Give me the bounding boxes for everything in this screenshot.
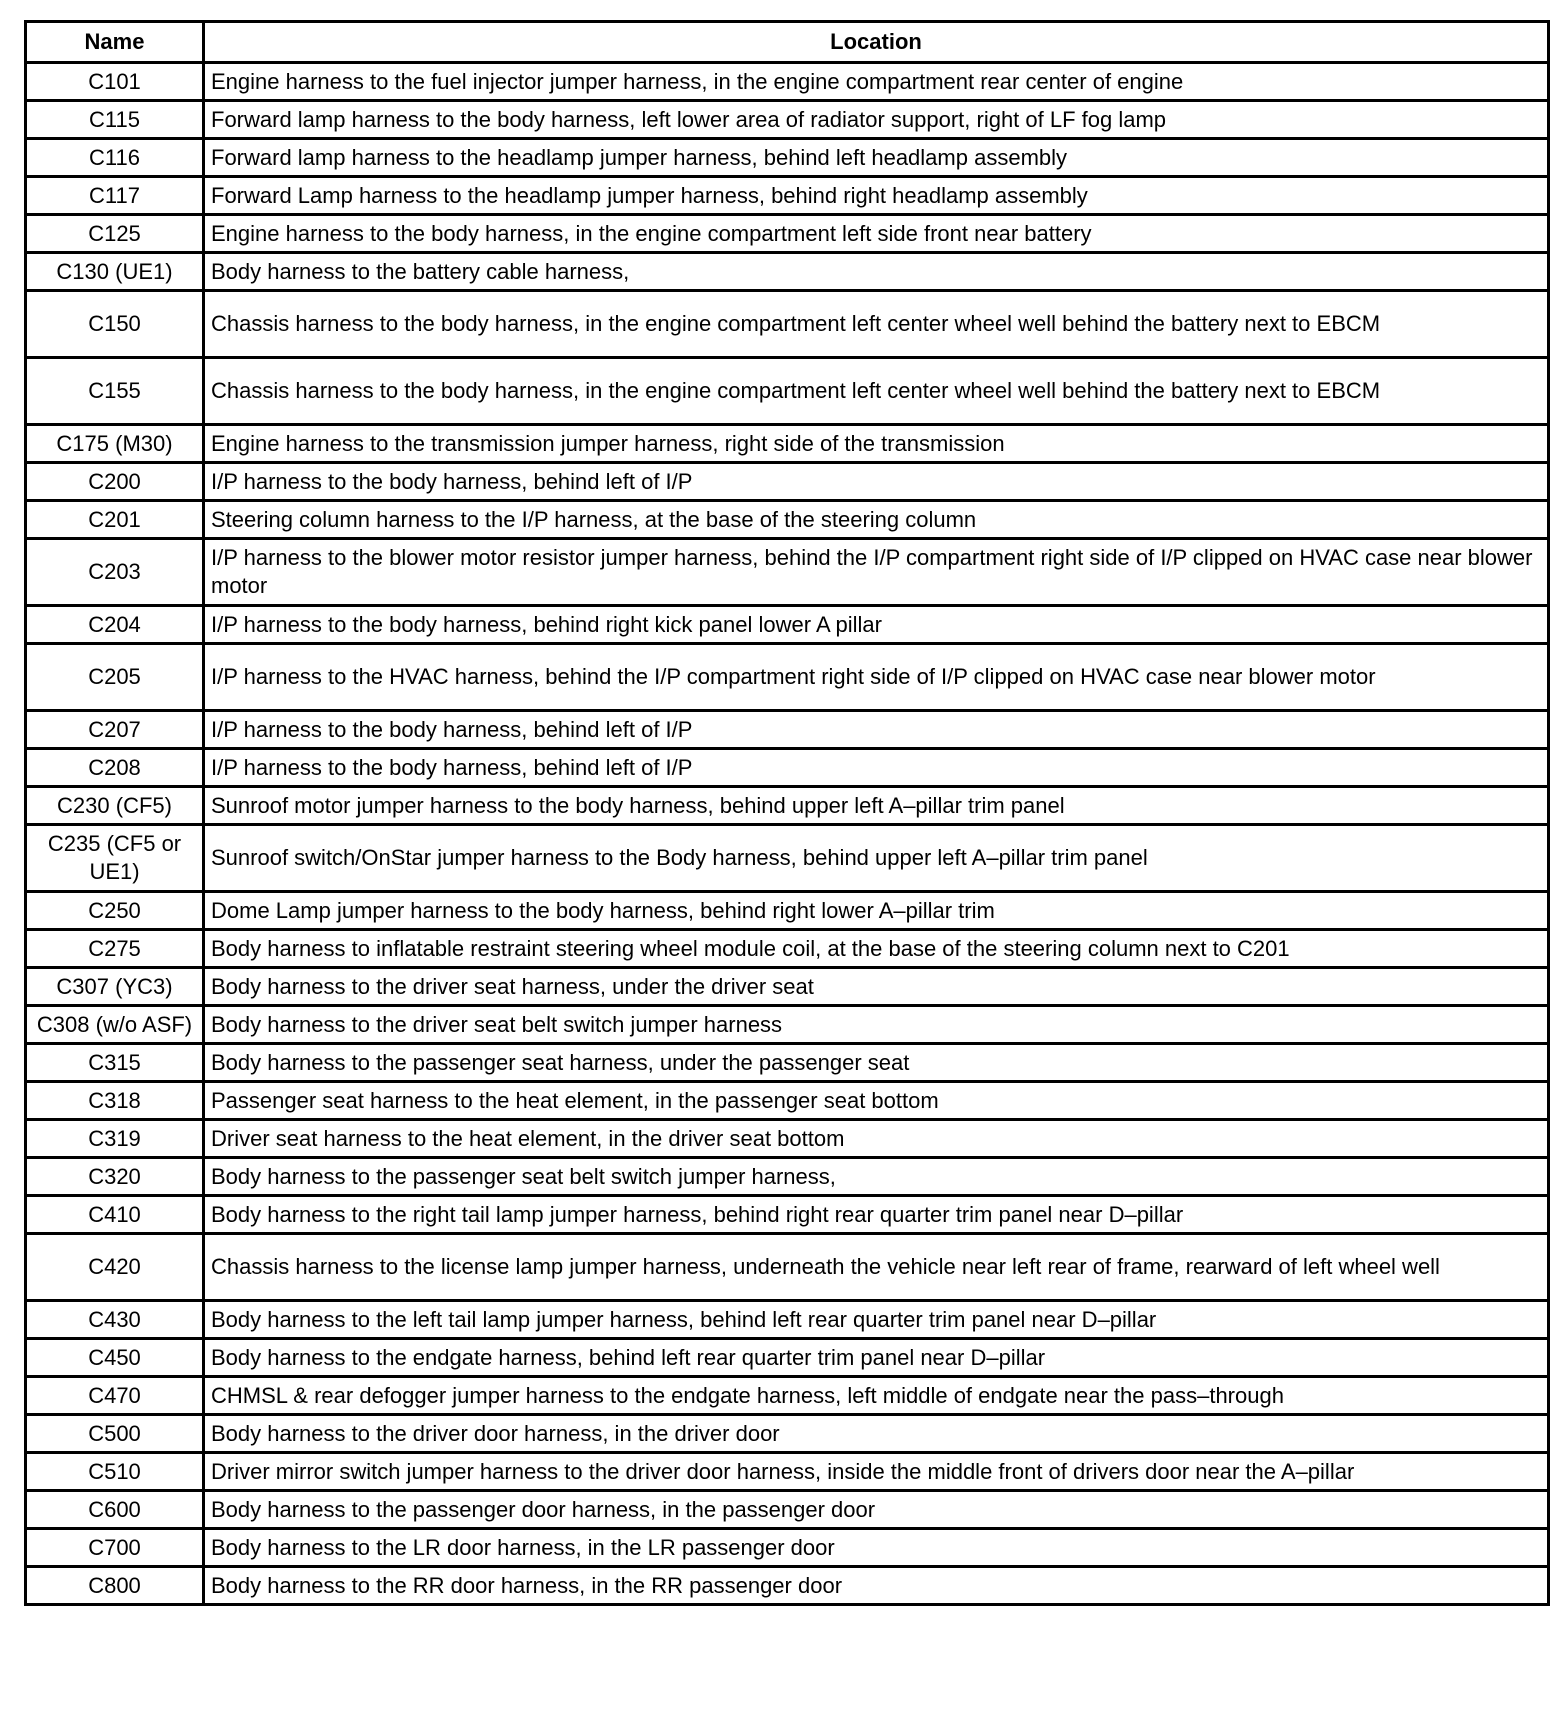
connector-name-cell: C315 <box>26 1044 204 1082</box>
connector-location-cell: Body harness to the endgate harness, behind left rear quarter trim panel near D–pillar <box>204 1339 1549 1377</box>
table-row <box>26 1234 1549 1301</box>
connector-location-cell: Body harness to inflatable restraint steering wheel module coil, at the base of the steering column next to C201 <box>204 930 1549 968</box>
connector-name-cell: C230 (CF5) <box>26 787 204 825</box>
connector-location-cell: Body harness to the battery cable harness, <box>204 253 1549 291</box>
table-row <box>26 930 1549 968</box>
table-row <box>26 358 1549 425</box>
connector-location-cell: Body harness to the driver seat harness, under the driver seat <box>204 968 1549 1006</box>
connector-location-cell: Body harness to the passenger seat belt switch jumper harness, <box>204 1158 1549 1196</box>
connector-name-cell: C201 <box>26 501 204 539</box>
table-row <box>26 215 1549 253</box>
connector-name-cell: C101 <box>26 63 204 101</box>
connector-location-cell: Body harness to the right tail lamp jumper harness, behind right rear quarter trim panel near D–pillar <box>204 1196 1549 1234</box>
connector-name-cell: C203 <box>26 539 204 606</box>
table-row <box>26 1529 1549 1567</box>
connector-name-cell: C200 <box>26 463 204 501</box>
connector-name-cell: C450 <box>26 1339 204 1377</box>
connector-location-cell: Engine harness to the transmission jumper harness, right side of the transmission <box>204 425 1549 463</box>
connector-name-cell: C420 <box>26 1234 204 1301</box>
connector-name-cell: C150 <box>26 291 204 358</box>
connector-location-cell: Engine harness to the body harness, in the engine compartment left side front near battery <box>204 215 1549 253</box>
table-row <box>26 892 1549 930</box>
table-row <box>26 825 1549 892</box>
connector-name-cell: C116 <box>26 139 204 177</box>
connector-location-cell: Forward lamp harness to the body harness, left lower area of radiator support, right of LF fog lamp <box>204 101 1549 139</box>
connector-name-cell: C600 <box>26 1491 204 1529</box>
connector-name-cell: C430 <box>26 1301 204 1339</box>
table-row <box>26 1567 1549 1605</box>
connector-location-cell: Chassis harness to the license lamp jumper harness, underneath the vehicle near left rear of frame, rearward of left wheel well <box>204 1234 1549 1301</box>
table-row <box>26 139 1549 177</box>
table-row <box>26 63 1549 101</box>
connector-name-cell: C130 (UE1) <box>26 253 204 291</box>
connector-location-cell: I/P harness to the body harness, behind left of I/P <box>204 463 1549 501</box>
connector-location-cell: Chassis harness to the body harness, in the engine compartment left center wheel well behind the battery next to EBCM <box>204 358 1549 425</box>
connector-location-cell: Chassis harness to the body harness, in the engine compartment left center wheel well behind the battery next to EBCM <box>204 291 1549 358</box>
table-row <box>26 291 1549 358</box>
connector-location-cell: Body harness to the passenger seat harness, under the passenger seat <box>204 1044 1549 1082</box>
connector-name-cell: C207 <box>26 711 204 749</box>
connector-name-cell: C700 <box>26 1529 204 1567</box>
location-column-header: Location <box>204 22 1549 63</box>
table-row <box>26 749 1549 787</box>
table-row <box>26 101 1549 139</box>
table-row <box>26 253 1549 291</box>
connector-location-cell: Body harness to the RR door harness, in the RR passenger door <box>204 1567 1549 1605</box>
connector-location-cell: I/P harness to the HVAC harness, behind the I/P compartment right side of I/P clipped on HVAC case near blower motor <box>204 644 1549 711</box>
connector-name-cell: C320 <box>26 1158 204 1196</box>
connector-name-cell: C307 (YC3) <box>26 968 204 1006</box>
connector-location-cell: Body harness to the driver door harness, in the driver door <box>204 1415 1549 1453</box>
connector-location-cell: I/P harness to the body harness, behind left of I/P <box>204 749 1549 787</box>
connector-location-cell: Passenger seat harness to the heat element, in the passenger seat bottom <box>204 1082 1549 1120</box>
connector-name-cell: C125 <box>26 215 204 253</box>
connector-name-cell: C308 (w/o ASF) <box>26 1006 204 1044</box>
connector-name-cell: C205 <box>26 644 204 711</box>
connector-location-cell: Body harness to the left tail lamp jumper harness, behind left rear quarter trim panel near D–pillar <box>204 1301 1549 1339</box>
connector-name-cell: C410 <box>26 1196 204 1234</box>
table-row <box>26 1339 1549 1377</box>
table-row <box>26 1006 1549 1044</box>
table-row <box>26 1301 1549 1339</box>
connector-location-cell: Body harness to the passenger door harness, in the passenger door <box>204 1491 1549 1529</box>
connector-name-cell: C117 <box>26 177 204 215</box>
connector-location-cell: Sunroof motor jumper harness to the body harness, behind upper left A–pillar trim panel <box>204 787 1549 825</box>
connector-name-cell: C115 <box>26 101 204 139</box>
connector-name-cell: C500 <box>26 1415 204 1453</box>
name-column-header: Name <box>26 22 204 63</box>
connector-location-cell: Engine harness to the fuel injector jumper harness, in the engine compartment rear center of engine <box>204 63 1549 101</box>
connector-location-table <box>24 20 1550 1606</box>
table-row <box>26 1044 1549 1082</box>
table-row <box>26 501 1549 539</box>
table-row <box>26 425 1549 463</box>
connector-name-cell: C319 <box>26 1120 204 1158</box>
table-row <box>26 463 1549 501</box>
table-row <box>26 1377 1549 1415</box>
connector-location-cell: Dome Lamp jumper harness to the body harness, behind right lower A–pillar trim <box>204 892 1549 930</box>
connector-location-cell: Steering column harness to the I/P harness, at the base of the steering column <box>204 501 1549 539</box>
connector-location-cell: CHMSL & rear defogger jumper harness to the endgate harness, left middle of endgate near the pass–through <box>204 1377 1549 1415</box>
connector-location-cell: Driver seat harness to the heat element, in the driver seat bottom <box>204 1120 1549 1158</box>
table-row <box>26 644 1549 711</box>
connector-name-cell: C800 <box>26 1567 204 1605</box>
table-row <box>26 606 1549 644</box>
table-row <box>26 1082 1549 1120</box>
connector-location-cell: Body harness to the driver seat belt switch jumper harness <box>204 1006 1549 1044</box>
connector-name-cell: C204 <box>26 606 204 644</box>
table-row <box>26 1453 1549 1491</box>
table-header-row <box>26 22 1549 63</box>
table-row <box>26 1120 1549 1158</box>
connector-name-cell: C470 <box>26 1377 204 1415</box>
connector-name-cell: C235 (CF5 or UE1) <box>26 825 204 892</box>
connector-name-cell: C250 <box>26 892 204 930</box>
connector-location-cell: I/P harness to the body harness, behind left of I/P <box>204 711 1549 749</box>
connector-location-cell: I/P harness to the body harness, behind right kick panel lower A pillar <box>204 606 1549 644</box>
table-row <box>26 539 1549 606</box>
table-row <box>26 1158 1549 1196</box>
table-row <box>26 1196 1549 1234</box>
table-row <box>26 177 1549 215</box>
table-row <box>26 787 1549 825</box>
connector-name-cell: C510 <box>26 1453 204 1491</box>
connector-name-cell: C175 (M30) <box>26 425 204 463</box>
table-body <box>26 63 1549 1605</box>
table-row <box>26 1491 1549 1529</box>
connector-name-cell: C318 <box>26 1082 204 1120</box>
connector-name-cell: C275 <box>26 930 204 968</box>
connector-location-cell: Sunroof switch/OnStar jumper harness to the Body harness, behind upper left A–pillar trim panel <box>204 825 1549 892</box>
connector-location-cell: Body harness to the LR door harness, in the LR passenger door <box>204 1529 1549 1567</box>
table-row <box>26 968 1549 1006</box>
connector-location-cell: Forward lamp harness to the headlamp jumper harness, behind left headlamp assembly <box>204 139 1549 177</box>
connector-location-cell: Driver mirror switch jumper harness to the driver door harness, inside the middle front of drivers door near the A–pillar <box>204 1453 1549 1491</box>
connector-name-cell: C155 <box>26 358 204 425</box>
table-row <box>26 1415 1549 1453</box>
table-row <box>26 711 1549 749</box>
connector-location-cell: Forward Lamp harness to the headlamp jumper harness, behind right headlamp assembly <box>204 177 1549 215</box>
connector-location-cell: I/P harness to the blower motor resistor jumper harness, behind the I/P compartment right side of I/P clipped on HVAC case near blower motor <box>204 539 1549 606</box>
connector-name-cell: C208 <box>26 749 204 787</box>
